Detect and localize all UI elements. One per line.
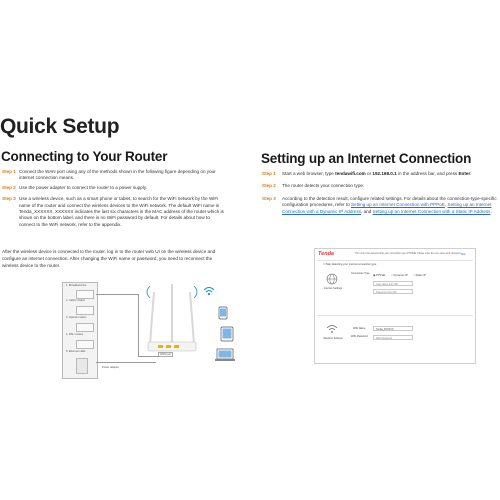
wifi-name-input[interactable]: Tenda_XXXXXX bbox=[373, 326, 413, 331]
link-static-ip[interactable]: Setting up an Internet Connection with a Static IP Address bbox=[372, 208, 491, 214]
radio-dynamic-ip[interactable]: ○ Dynamic IP bbox=[391, 273, 408, 277]
laptop-icon bbox=[214, 348, 236, 362]
diagram-label: 3. Optical modem bbox=[66, 316, 87, 319]
url-domain: tendawifi.com bbox=[335, 171, 366, 176]
brand-logo: Tenda bbox=[318, 251, 334, 257]
section-heading-internet-connection: Setting up an Internet Connection bbox=[261, 151, 472, 166]
step-label: Step 1 bbox=[2, 169, 16, 174]
step-text: Use a wireless device, such as a smart phone or tablet, to search for the WiFi network by the WiFi name of the router and connect the wireless devices to the WiFi network. The default WiFi name is Tenda_XXXXXX. XXXXXX indicates the last six characters in the MAC address of the router which is shown on the bottom label, and there is no WiFi password by default. For details about how to connect to the WiFi network, refer to the appendix. bbox=[19, 196, 224, 227]
step-text: The router detects your connection type. bbox=[282, 183, 365, 189]
panel-divider bbox=[317, 315, 473, 316]
left-step-2 bbox=[2, 185, 224, 191]
wifi-icon bbox=[326, 324, 338, 334]
section-heading-connecting: Connecting to Your Router bbox=[1, 149, 168, 164]
enter-key: Enter bbox=[458, 171, 471, 176]
skip-detect-label: Skip detecting your internet connection type bbox=[326, 263, 377, 266]
dsl-modem-box bbox=[76, 323, 94, 332]
right-step-1 bbox=[262, 171, 498, 177]
step-label: Step 3 bbox=[262, 195, 276, 201]
cable-line bbox=[96, 294, 138, 295]
step-text: Use the power adapter to connect the router to a power supply. bbox=[19, 184, 148, 190]
diagram-label: 2. Cable modem bbox=[66, 299, 86, 302]
step-label: Step 1 bbox=[262, 171, 276, 176]
link-dynamic-ip[interactable]: Setting up an Internet Connection with a Dynamic IP Address bbox=[282, 202, 492, 214]
step-text: Connect the WAN port using any of the methods shown in the following figure depending on your internet connection means. bbox=[19, 169, 216, 181]
left-steps bbox=[2, 169, 224, 228]
step-label: Step 2 bbox=[262, 183, 276, 189]
page-title: Quick Setup bbox=[0, 115, 120, 138]
router-setup-screenshot bbox=[314, 248, 476, 364]
detection-notice: The router has detected that your connection type is PPPoE. Please enter the user name and password. bbox=[355, 253, 462, 255]
radio-pppoe[interactable]: ◉ PPPoE bbox=[373, 273, 386, 277]
tablet-icon bbox=[220, 326, 234, 342]
radio-static-ip[interactable]: ○ Static IP bbox=[413, 273, 426, 277]
diagram-label: 1. Broadband line bbox=[66, 284, 87, 287]
skip-link[interactable]: Skip bbox=[461, 253, 466, 256]
optical-modem-box bbox=[76, 306, 94, 315]
internet-settings-label: Internet Settings bbox=[323, 287, 343, 290]
step-text: According to the detection result, configure related settings. For details about the connection-type-specific configuration procedures, refer to Setting up an Internet Connection with PPPoE, Setting up an Internet Connection with a Dynamic IP Address, and Setting up an Internet Connection with a Static IP Address. bbox=[282, 195, 497, 214]
right-step-2 bbox=[262, 183, 498, 189]
wifi-password-input[interactable]: WiFi Password bbox=[373, 335, 413, 340]
ethernet-jack-box bbox=[76, 340, 94, 349]
connection-type-label: Connection Type bbox=[351, 272, 370, 275]
skip-detect-checkbox[interactable]: ☐ Skip detecting your internet connection type bbox=[323, 263, 377, 266]
wifi-signal-icon bbox=[202, 284, 216, 298]
panel-divider bbox=[317, 260, 473, 261]
diagram-label: 5. Ethernet cable bbox=[66, 350, 86, 353]
cable-line bbox=[96, 362, 156, 363]
router-illustration bbox=[142, 282, 202, 362]
step-label: Step 2 bbox=[2, 184, 16, 190]
left-step-1 bbox=[2, 169, 224, 182]
wifi-name-label: WiFi Name bbox=[353, 327, 366, 330]
diagram-label: WAN port bbox=[160, 353, 172, 356]
step-label: Step 3 bbox=[2, 196, 16, 202]
wifi-password-label: WiFi Password bbox=[351, 335, 368, 338]
left-step-3 bbox=[2, 196, 224, 228]
cable-line bbox=[138, 294, 139, 356]
connection-diagram bbox=[62, 282, 247, 380]
wireless-settings-label: Wireless Settings bbox=[323, 337, 343, 340]
pppoe-password-input[interactable]: Password from ISP bbox=[373, 289, 413, 294]
link-pppoe[interactable]: Setting up an Internet Connection with PPPoE bbox=[350, 202, 445, 208]
diagram-label: Power adapter bbox=[102, 366, 119, 369]
url-ip: 192.168.0.1 bbox=[372, 171, 397, 176]
step-text: Start a web browser, type tendawifi.com or 192.168.0.1 in the address bar, and press Enter. bbox=[282, 171, 472, 176]
diagram-label: 4. DSL modem bbox=[66, 333, 84, 336]
power-adapter-box bbox=[76, 358, 88, 374]
phone-icon bbox=[218, 306, 228, 320]
right-steps bbox=[262, 171, 498, 215]
pppoe-username-input[interactable]: User Name from ISP bbox=[373, 281, 413, 286]
cable-modem-box bbox=[76, 290, 94, 299]
after-connect-paragraph: After the wireless device is connected to the router, log in to the router web UI on the wireless device and configure an internet connection. After changing the WiFi name or password, you need to reconnect the wireless device to the router. bbox=[2, 249, 216, 269]
globe-icon bbox=[326, 273, 338, 285]
right-step-3 bbox=[262, 196, 498, 215]
